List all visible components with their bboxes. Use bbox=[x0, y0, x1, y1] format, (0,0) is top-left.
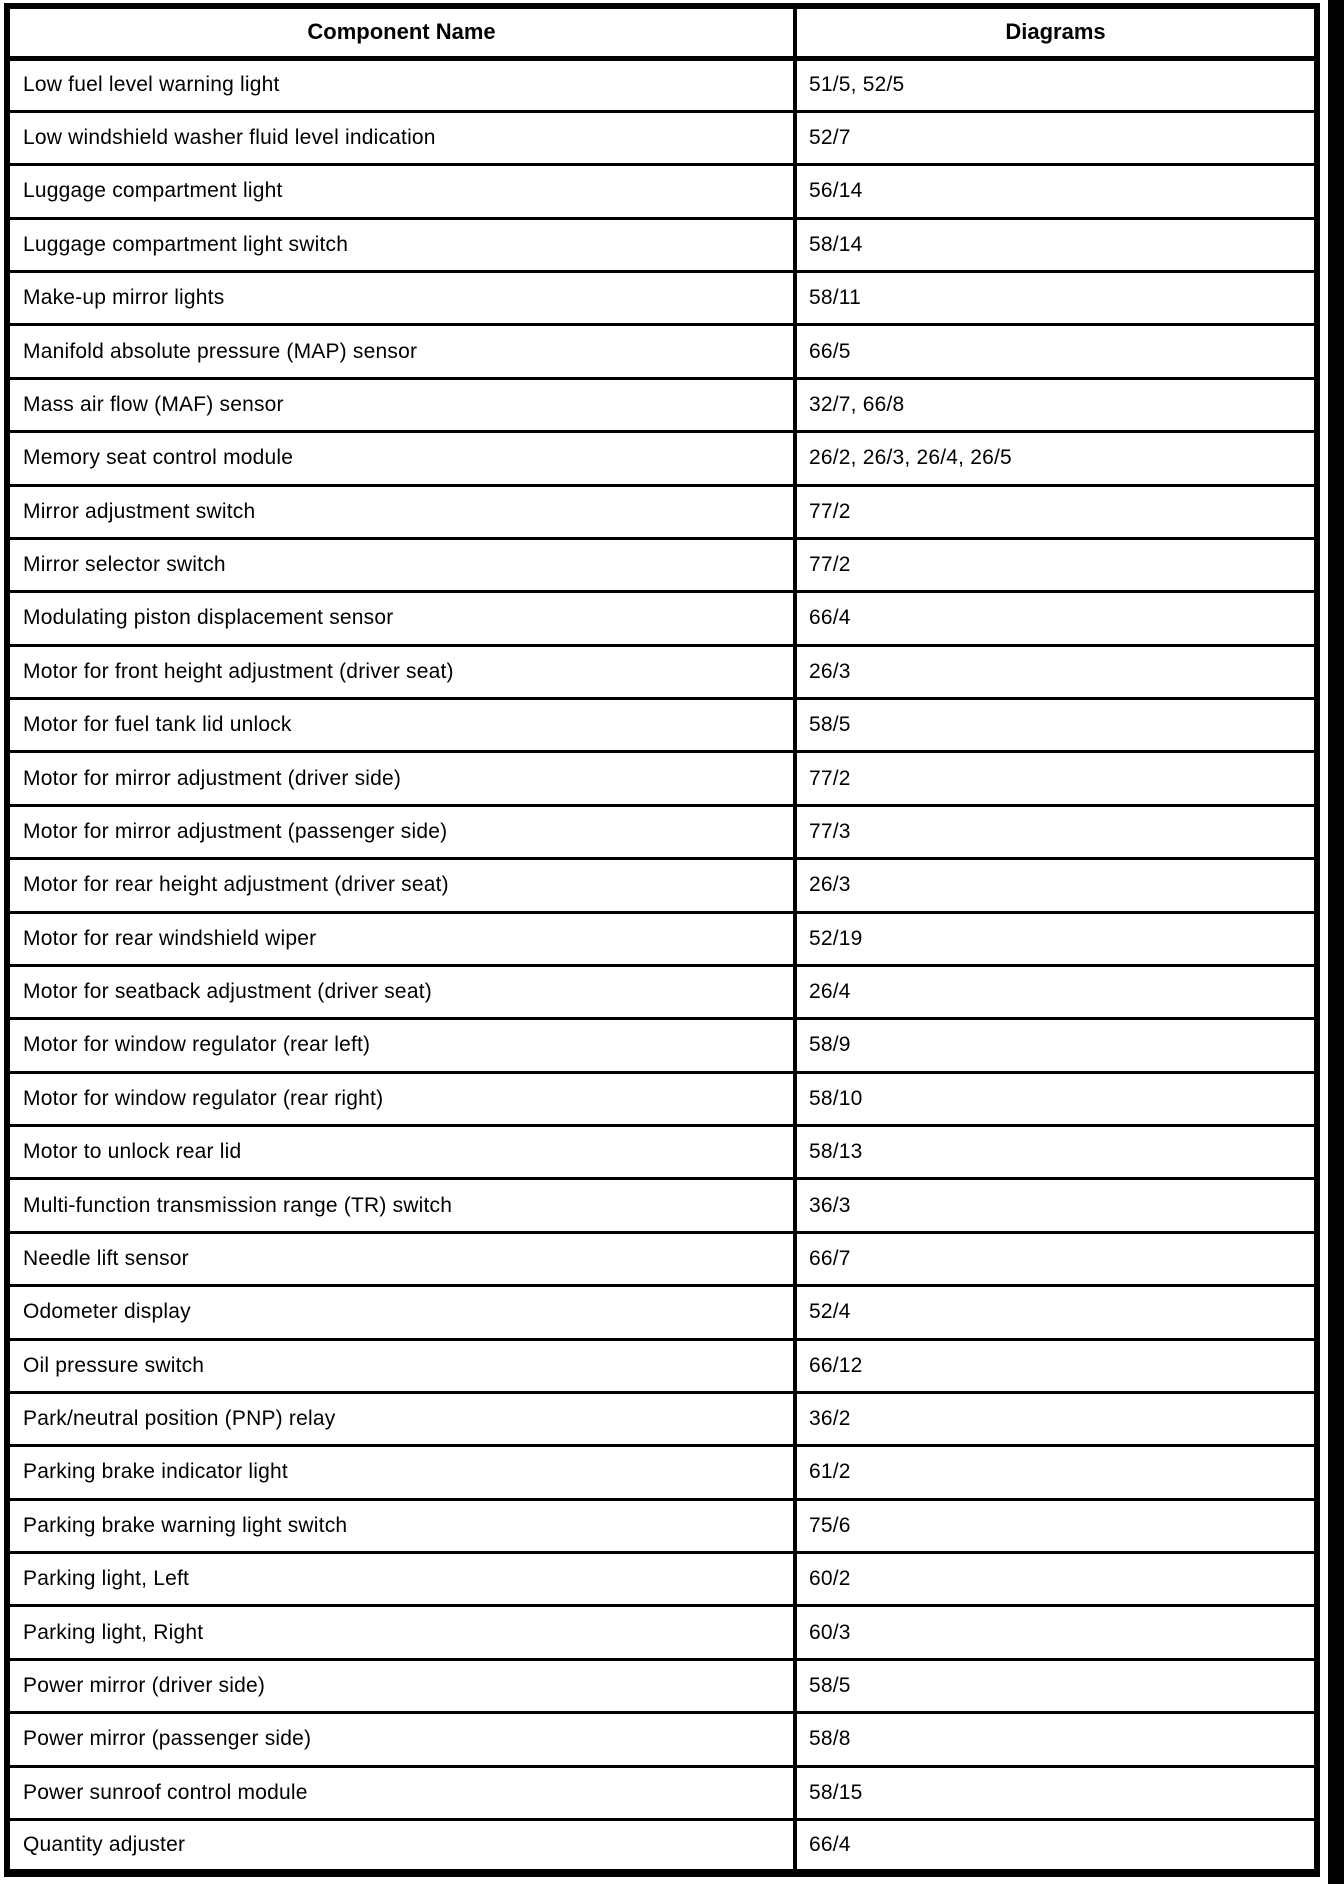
diagrams-cell: 26/4 bbox=[795, 965, 1317, 1018]
table-row bbox=[7, 432, 1317, 485]
component-name-cell: Motor for window regulator (rear right) bbox=[7, 1072, 795, 1125]
table-row bbox=[7, 325, 1317, 378]
component-name-cell: Manifold absolute pressure (MAP) sensor bbox=[7, 325, 795, 378]
diagrams-cell: 32/7, 66/8 bbox=[795, 378, 1317, 431]
component-name-cell: Power mirror (passenger side) bbox=[7, 1713, 795, 1766]
component-name-cell: Park/neutral position (PNP) relay bbox=[7, 1392, 795, 1445]
table-row bbox=[7, 1179, 1317, 1232]
component-name-cell: Motor for fuel tank lid unlock bbox=[7, 699, 795, 752]
table-row bbox=[7, 859, 1317, 912]
table-row bbox=[7, 805, 1317, 858]
diagrams-cell: 36/2 bbox=[795, 1392, 1317, 1445]
component-name-cell: Parking light, Right bbox=[7, 1606, 795, 1659]
diagrams-cell: 52/19 bbox=[795, 912, 1317, 965]
component-name-cell: Make-up mirror lights bbox=[7, 272, 795, 325]
diagrams-cell: 61/2 bbox=[795, 1446, 1317, 1499]
component-name-cell: Motor for window regulator (rear left) bbox=[7, 1019, 795, 1072]
diagrams-cell: 77/2 bbox=[795, 752, 1317, 805]
component-name-cell: Motor for seatback adjustment (driver seat) bbox=[7, 965, 795, 1018]
table-row bbox=[7, 1606, 1317, 1659]
component-name-cell: Motor for mirror adjustment (passenger side) bbox=[7, 805, 795, 858]
component-name-cell: Mirror selector switch bbox=[7, 538, 795, 591]
table-row bbox=[7, 1019, 1317, 1072]
diagrams-cell: 58/14 bbox=[795, 218, 1317, 271]
table-row bbox=[7, 111, 1317, 164]
diagrams-cell: 26/3 bbox=[795, 645, 1317, 698]
diagrams-cell: 58/10 bbox=[795, 1072, 1317, 1125]
diagrams-cell: 75/6 bbox=[795, 1499, 1317, 1552]
table-row bbox=[7, 1072, 1317, 1125]
table-row bbox=[7, 699, 1317, 752]
component-name-cell: Low windshield washer fluid level indication bbox=[7, 111, 795, 164]
table-row bbox=[7, 1499, 1317, 1552]
component-name-cell: Power sunroof control module bbox=[7, 1766, 795, 1819]
diagrams-cell: 66/7 bbox=[795, 1232, 1317, 1285]
component-name-cell: Mirror adjustment switch bbox=[7, 485, 795, 538]
component-name-cell: Parking brake warning light switch bbox=[7, 1499, 795, 1552]
diagrams-cell: 58/9 bbox=[795, 1019, 1317, 1072]
component-name-cell: Quantity adjuster bbox=[23, 1832, 186, 1856]
component-name-cell: Memory seat control module bbox=[7, 432, 795, 485]
diagrams-cell: 58/5 bbox=[795, 699, 1317, 752]
diagrams-cell: 51/5, 52/5 bbox=[795, 58, 1317, 111]
diagrams-cell: 58/8 bbox=[795, 1713, 1317, 1766]
table-row bbox=[7, 1126, 1317, 1179]
table-row bbox=[7, 1819, 1317, 1873]
table-row bbox=[7, 1392, 1317, 1445]
column-header-component-name: Component Name bbox=[7, 6, 795, 58]
component-name-cell: Luggage compartment light bbox=[7, 165, 795, 218]
table-row bbox=[7, 1286, 1317, 1339]
diagrams-cell: 77/3 bbox=[795, 805, 1317, 858]
table-body bbox=[7, 58, 1317, 1873]
diagrams-cell: 58/5 bbox=[795, 1659, 1317, 1712]
table-row bbox=[7, 58, 1317, 111]
diagrams-cell: 52/4 bbox=[795, 1286, 1317, 1339]
table-row bbox=[7, 378, 1317, 431]
component-name-cell: Motor for mirror adjustment (driver side) bbox=[7, 752, 795, 805]
component-name-cell: Motor for front height adjustment (driver seat) bbox=[7, 645, 795, 698]
diagrams-cell: 60/3 bbox=[795, 1606, 1317, 1659]
component-name-cell: Power mirror (driver side) bbox=[7, 1659, 795, 1712]
table-row bbox=[7, 485, 1317, 538]
component-diagram-table bbox=[4, 3, 1320, 1877]
diagrams-cell: 26/2, 26/3, 26/4, 26/5 bbox=[795, 432, 1317, 485]
component-name-cell: Parking brake indicator light bbox=[7, 1446, 795, 1499]
table-row bbox=[7, 592, 1317, 645]
diagrams-cell: 60/2 bbox=[795, 1553, 1317, 1606]
diagrams-cell: 66/12 bbox=[795, 1339, 1317, 1392]
table-row bbox=[7, 1766, 1317, 1819]
diagrams-cell: 58/15 bbox=[795, 1766, 1317, 1819]
component-name-cell: Motor to unlock rear lid bbox=[7, 1126, 795, 1179]
table-row bbox=[7, 272, 1317, 325]
table-row bbox=[7, 1446, 1317, 1499]
diagrams-cell: 52/7 bbox=[795, 111, 1317, 164]
diagrams-cell: 36/3 bbox=[795, 1179, 1317, 1232]
table-row bbox=[7, 538, 1317, 591]
diagrams-cell: 56/14 bbox=[795, 165, 1317, 218]
component-name-cell: Modulating piston displacement sensor bbox=[7, 592, 795, 645]
diagrams-cell: 66/4 bbox=[795, 592, 1317, 645]
component-name-cell: Low fuel level warning light bbox=[7, 58, 795, 111]
component-name-cell: Needle lift sensor bbox=[7, 1232, 795, 1285]
component-name-cell: Luggage compartment light switch bbox=[7, 218, 795, 271]
component-name-cell: Mass air flow (MAF) sensor bbox=[7, 378, 795, 431]
column-header-diagrams: Diagrams bbox=[795, 6, 1317, 58]
table-row bbox=[7, 1232, 1317, 1285]
diagrams-cell: 66/4 bbox=[795, 1819, 1317, 1873]
table-row bbox=[7, 218, 1317, 271]
table-row bbox=[7, 752, 1317, 805]
table-row bbox=[7, 1339, 1317, 1392]
table-row bbox=[7, 912, 1317, 965]
diagrams-cell: 77/2 bbox=[795, 485, 1317, 538]
table-row bbox=[7, 965, 1317, 1018]
diagrams-cell: 26/3 bbox=[795, 859, 1317, 912]
diagrams-cell: 58/13 bbox=[795, 1126, 1317, 1179]
table-row bbox=[7, 165, 1317, 218]
table-header-row bbox=[7, 6, 1317, 58]
component-name-cell: Motor for rear height adjustment (driver seat) bbox=[7, 859, 795, 912]
diagrams-cell: 58/11 bbox=[795, 272, 1317, 325]
component-name-cell: Multi-function transmission range (TR) switch bbox=[7, 1179, 795, 1232]
component-name-cell: Odometer display bbox=[7, 1286, 795, 1339]
table-row bbox=[7, 645, 1317, 698]
scan-edge-artifact bbox=[1328, 0, 1344, 1884]
diagrams-cell: 66/5 bbox=[795, 325, 1317, 378]
diagrams-cell: 77/2 bbox=[795, 538, 1317, 591]
component-name-cell: Oil pressure switch bbox=[7, 1339, 795, 1392]
component-name-cell: Parking light, Left bbox=[7, 1553, 795, 1606]
table-row bbox=[7, 1553, 1317, 1606]
component-name-cell: Motor for rear windshield wiper bbox=[7, 912, 795, 965]
table-row bbox=[7, 1713, 1317, 1766]
table-row bbox=[7, 1659, 1317, 1712]
